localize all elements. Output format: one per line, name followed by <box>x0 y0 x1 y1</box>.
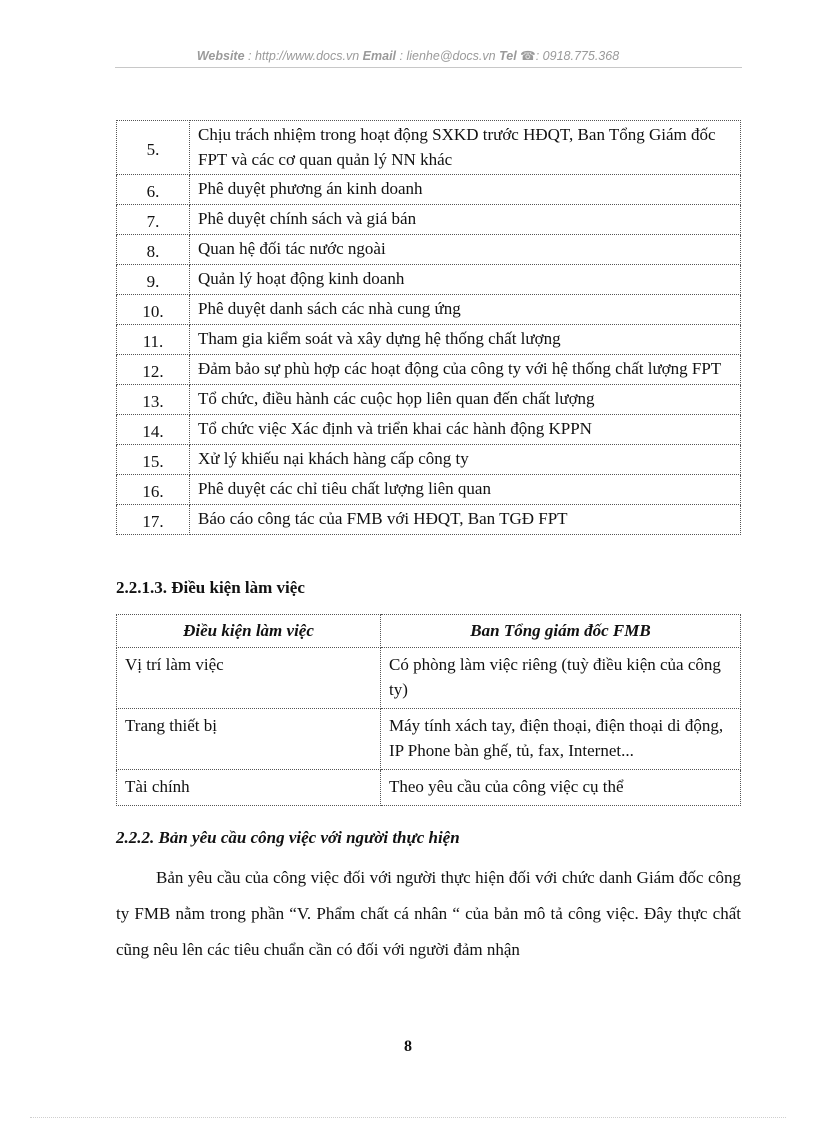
row-text: Tổ chức, điều hành các cuộc họp liên quan đến chất lượng <box>190 385 741 415</box>
detail-cell: Có phòng làm việc riêng (tuỳ điều kiện của công ty) <box>381 648 741 709</box>
row-number: 14. <box>117 415 190 445</box>
section-heading-job-requirements: 2.2.2. Bản yêu cầu công việc với người thực hiện <box>116 828 460 847</box>
website-label: Website <box>196 49 245 63</box>
row-number: 13. <box>117 385 190 415</box>
row-text: Phê duyệt danh sách các nhà cung ứng <box>190 295 741 325</box>
row-text: Quan hệ đối tác nước ngoài <box>190 235 741 265</box>
row-text: Quản lý hoạt động kinh doanh <box>190 265 741 295</box>
col-header-condition: Điều kiện làm việc <box>117 615 381 648</box>
row-text: Phê duyệt chính sách và giá bán <box>190 205 741 235</box>
page-number: 8 <box>404 1038 412 1055</box>
row-text: Báo cáo công tác của FMB với HĐQT, Ban TGĐ FPT <box>190 505 741 535</box>
table-row <box>117 175 741 205</box>
row-number: 9. <box>117 265 190 295</box>
footer-divider <box>30 1117 786 1118</box>
body-paragraph: Bản yêu cầu của công việc đối với người thực hiện đối với chức danh Giám đốc công ty FMB nằm trong phần “V. Phẩm chất cá nhân “ của bản mô tả công việc. Đây thực chất cũng nêu lên các tiêu chuẩn cần có đối với người đảm nhận <box>116 868 741 959</box>
row-number: 12. <box>117 355 190 385</box>
responsibilities-table <box>116 120 741 535</box>
row-number: 11. <box>117 325 190 355</box>
tel-label: Tel <box>499 49 517 63</box>
row-number: 7. <box>117 205 190 235</box>
email-link[interactable]: lienhe@docs.vn <box>406 49 496 63</box>
row-text: Tổ chức việc Xác định và triển khai các hành động KPPN <box>190 415 741 445</box>
row-number: 6. <box>117 175 190 205</box>
working-conditions-table-body <box>117 648 741 806</box>
website-sep: : <box>244 49 255 63</box>
row-text: Chịu trách nhiệm trong hoạt động SXKD trước HĐQT, Ban Tổng Giám đốc FPT và các cơ quan quản lý NN khác <box>190 121 741 175</box>
working-conditions-table <box>116 614 741 806</box>
email-sep: : <box>396 49 407 63</box>
header-divider <box>115 67 742 68</box>
table-row <box>117 648 741 709</box>
table-row <box>117 355 741 385</box>
col-header-board: Ban Tổng giám đốc FMB <box>381 615 741 648</box>
table-row <box>117 445 741 475</box>
table-row <box>117 770 741 806</box>
table-row <box>117 235 741 265</box>
website-link[interactable]: http://www.docs.vn <box>254 49 360 63</box>
row-number: 16. <box>117 475 190 505</box>
row-number: 15. <box>117 445 190 475</box>
table-row <box>117 385 741 415</box>
condition-cell: Tài chính <box>117 770 381 806</box>
condition-cell: Trang thiết bị <box>117 709 381 770</box>
table-row <box>117 295 741 325</box>
detail-cell: Theo yêu cầu của công việc cụ thể <box>381 770 741 806</box>
table-row <box>117 265 741 295</box>
table-row <box>117 205 741 235</box>
tel-value: ☎: 0918.775.368 <box>516 49 620 63</box>
row-number: 8. <box>117 235 190 265</box>
row-text: Phê duyệt các chỉ tiêu chất lượng liên quan <box>190 475 741 505</box>
row-number: 10. <box>117 295 190 325</box>
detail-cell: Máy tính xách tay, điện thoại, điện thoại di động, IP Phone bàn ghế, tủ, fax, Internet... <box>381 709 741 770</box>
responsibilities-table-body <box>117 121 741 535</box>
section-heading-working-conditions: 2.2.1.3. Điều kiện làm việc <box>116 578 305 597</box>
table-row <box>117 475 741 505</box>
table-header-row <box>117 615 741 648</box>
row-text: Phê duyệt phương án kinh doanh <box>190 175 741 205</box>
table-row <box>117 415 741 445</box>
row-text: Tham gia kiểm soát và xây dựng hệ thống chất lượng <box>190 325 741 355</box>
table-row <box>117 709 741 770</box>
condition-cell: Vị trí làm việc <box>117 648 381 709</box>
row-number: 5. <box>117 121 190 175</box>
row-text: Xử lý khiếu nại khách hàng cấp công ty <box>190 445 741 475</box>
email-label: Email <box>362 49 397 63</box>
table-row <box>117 325 741 355</box>
table-row <box>117 505 741 535</box>
row-number: 17. <box>117 505 190 535</box>
row-text: Đảm bảo sự phù hợp các hoạt động của công ty với hệ thống chất lượng FPT <box>190 355 741 385</box>
table-row <box>117 121 741 175</box>
page-header <box>0 48 816 63</box>
